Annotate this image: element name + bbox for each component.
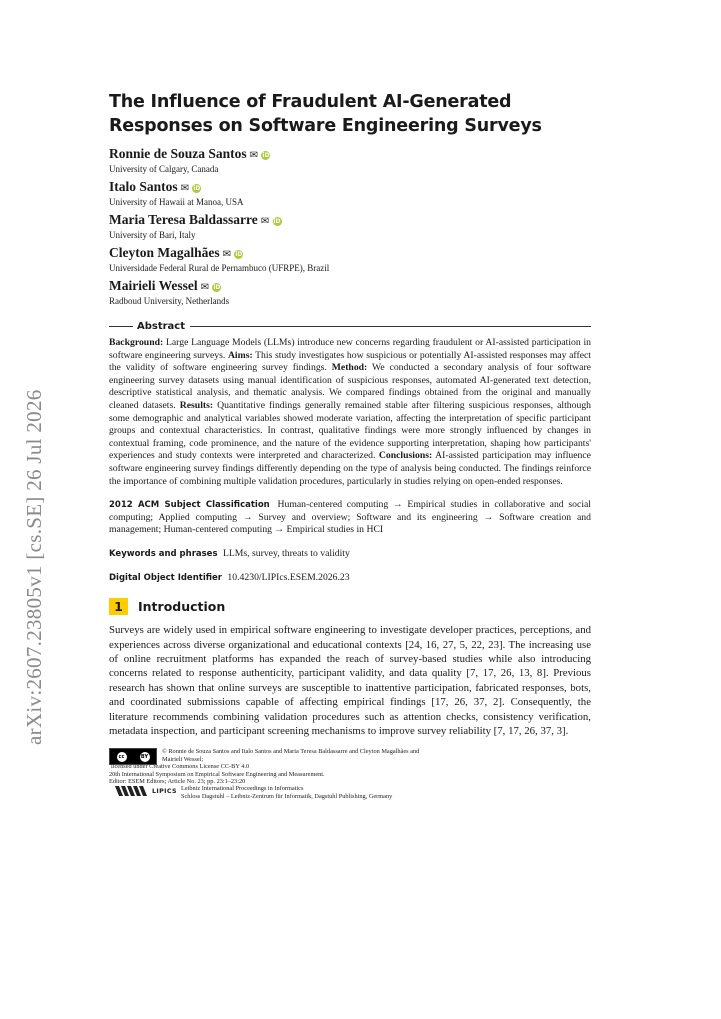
title-line-1: The Influence of Fraudulent AI-Generated — [109, 92, 512, 112]
author-affiliation: University of Bari, Italy — [109, 230, 196, 240]
publisher-line: Schloss Dagstuhl – Leibniz-Zentrum für Informatik, Dagstuhl Publishing, Germany — [181, 792, 393, 800]
author-name: Cleyton Magalhães — [109, 245, 220, 260]
conclusions-label: Conclusions: — [378, 450, 433, 462]
footer — [109, 748, 591, 800]
author-name: Italo Santos — [109, 179, 178, 194]
section-number: 1 — [109, 598, 128, 615]
envelope-icon[interactable]: ✉ — [200, 282, 209, 293]
method-label: Method: — [331, 362, 368, 374]
envelope-icon[interactable]: ✉ — [260, 216, 270, 227]
acm-classification — [109, 499, 591, 537]
results-text: Quantitative findings generally remained stable after filtering suspicious responses, although some demographic and analytical variables showed moderate variation, affecting the interpretation of specific participant groups and contextual characteristics. In contrast, qualitative findings were more strongly influenced by changes in contextual framing, code prominence, and the nature of the evidence supporting interpretation, shaping how participants' experiences and study contexts were interpreted and characterized. — [109, 399, 592, 462]
orcid-icon[interactable]: iD — [273, 218, 281, 225]
title-line-2: Responses on Software Engineering Surveys — [109, 116, 542, 136]
author-entry — [109, 244, 591, 274]
author-affiliation: Universidade Federal Rural de Pernambuco (UFRPE), Brazil — [109, 263, 330, 273]
results-label: Results: — [179, 399, 214, 411]
arxiv-identifier: arXiv:2607.23805v1 [cs.SE] 26 Jul 2026 — [22, 389, 46, 745]
rule-divider — [109, 326, 133, 327]
author-name: Maria Teresa Baldassarre — [109, 212, 258, 227]
author-affiliation: Radboud University, Netherlands — [109, 296, 230, 306]
orcid-icon[interactable]: iD — [193, 185, 201, 192]
method-text: We conducted a secondary analysis of four software engineering survey datasets using manual identification of suspicious responses, automated AI-generated text detection, descriptive statistical analysis, and thematic analysis. We compared findings obtained from the original and manually cleaned datasets. — [109, 362, 591, 411]
keywords-label: Keywords and phrases — [109, 548, 218, 559]
lipics-wordmark: LIPICS — [152, 787, 177, 795]
lipics-series: Leibniz International Proceedings in Informatics — [181, 785, 304, 793]
background-text: Large Language Models (LLMs) introduce new concerns regarding fraudulent or AI-assisted participation in software engineering surveys. — [109, 337, 591, 361]
author-name: Mairieli Wessel — [109, 278, 198, 293]
author-affiliation: University of Hawaii at Manoa, USA — [109, 197, 244, 207]
orcid-icon[interactable]: iD — [213, 284, 221, 291]
author-list — [109, 145, 591, 307]
author-affiliation: University of Calgary, Canada — [109, 164, 219, 174]
conference-line: 20th International Symposium on Empirical Software Engineering and Measurement. — [109, 770, 325, 778]
aims-text: This study investigates how suspicious or potentially AI-assisted responses may affect the validity of software engineering survey findings. — [109, 349, 591, 374]
paper-title — [109, 90, 591, 138]
lipics-logo — [115, 786, 177, 796]
doi-label: Digital Object Identifier — [109, 572, 222, 583]
rule-divider — [190, 326, 591, 327]
envelope-icon[interactable]: ✉ — [249, 150, 259, 161]
author-name: Ronnie de Souza Santos — [109, 146, 247, 161]
creative-commons-badge: cc BY — [109, 748, 157, 765]
abstract-heading — [109, 321, 591, 332]
doi-link[interactable]: 10.4230/LIPIcs.ESEM.2026.23 — [227, 571, 350, 583]
copyright-line: © Ronnie de Souza Santos and Italo Santos and Maria Teresa Baldassarre and Cleyton Magalhães and — [162, 748, 420, 756]
envelope-icon[interactable]: ✉ — [180, 183, 190, 194]
acm-label: 2012 ACM Subject Classification — [109, 500, 270, 511]
orcid-icon[interactable]: iD — [262, 152, 270, 159]
orcid-icon[interactable]: iD — [235, 251, 243, 258]
author-entry — [109, 145, 591, 175]
paper-page — [109, 90, 591, 800]
conclusions-text: AI-assisted participation may influence software engineering survey findings differently depending on the type of analysis being conducted. The findings reinforce the importance of combining multiple validation procedures, particularly in studies relying on open-ended responses. — [109, 450, 591, 487]
abstract-body — [109, 337, 591, 488]
author-entry — [109, 178, 591, 208]
background-label: Background: — [109, 337, 164, 348]
abstract-heading-label: Abstract — [137, 321, 186, 332]
author-entry — [109, 277, 591, 307]
section-heading — [109, 598, 591, 615]
doi — [109, 572, 591, 585]
keywords-text: LLMs, survey, threats to validity — [222, 547, 350, 559]
license-line: licensed under Creative Commons License CC-BY 4.0 — [111, 763, 250, 771]
aims-label: Aims: — [227, 349, 253, 361]
keywords — [109, 548, 591, 561]
editors-line: Editor: ESEM Editors; Article No. 23; pp. 23:1–23:20 — [109, 777, 246, 785]
acm-text: Human-centered computing → Empirical studies in collaborative and social computing; Applied computing → Survey and overview; Software and its engineering → Software creation and management; Human-centered computing → Empirical studies in HCI — [109, 499, 592, 536]
section-title: Introduction — [138, 599, 226, 615]
envelope-icon[interactable]: ✉ — [222, 249, 232, 260]
intro-paragraph: Surveys are widely used in empirical software engineering to investigate developer practices, perceptions, and experiences across diverse organizational and educational contexts [24, 16, 27, 5, 22, 23]. The increasing use of online recruitment platforms has expanded the reach of survey-based studies while also introducing concerns related to response authenticity, participant validity, and data quality [7, 17, 26, 13, 8]. Previous research has shown that online surveys are susceptible to inattentive participation, fabricated responses, bots, and coordinated submissions capable of affecting empirical findings [17, 26, 37, 2]. Consequently, the literature recommends combining validation procedures such as attention checks, consistency verification, metadata inspection, and participant screening mechanisms to improve survey reliability [7, 17, 26, 37, 3]. — [109, 624, 591, 737]
copyright-line: Mairieli Wessel; — [162, 755, 204, 763]
author-entry — [109, 211, 591, 241]
